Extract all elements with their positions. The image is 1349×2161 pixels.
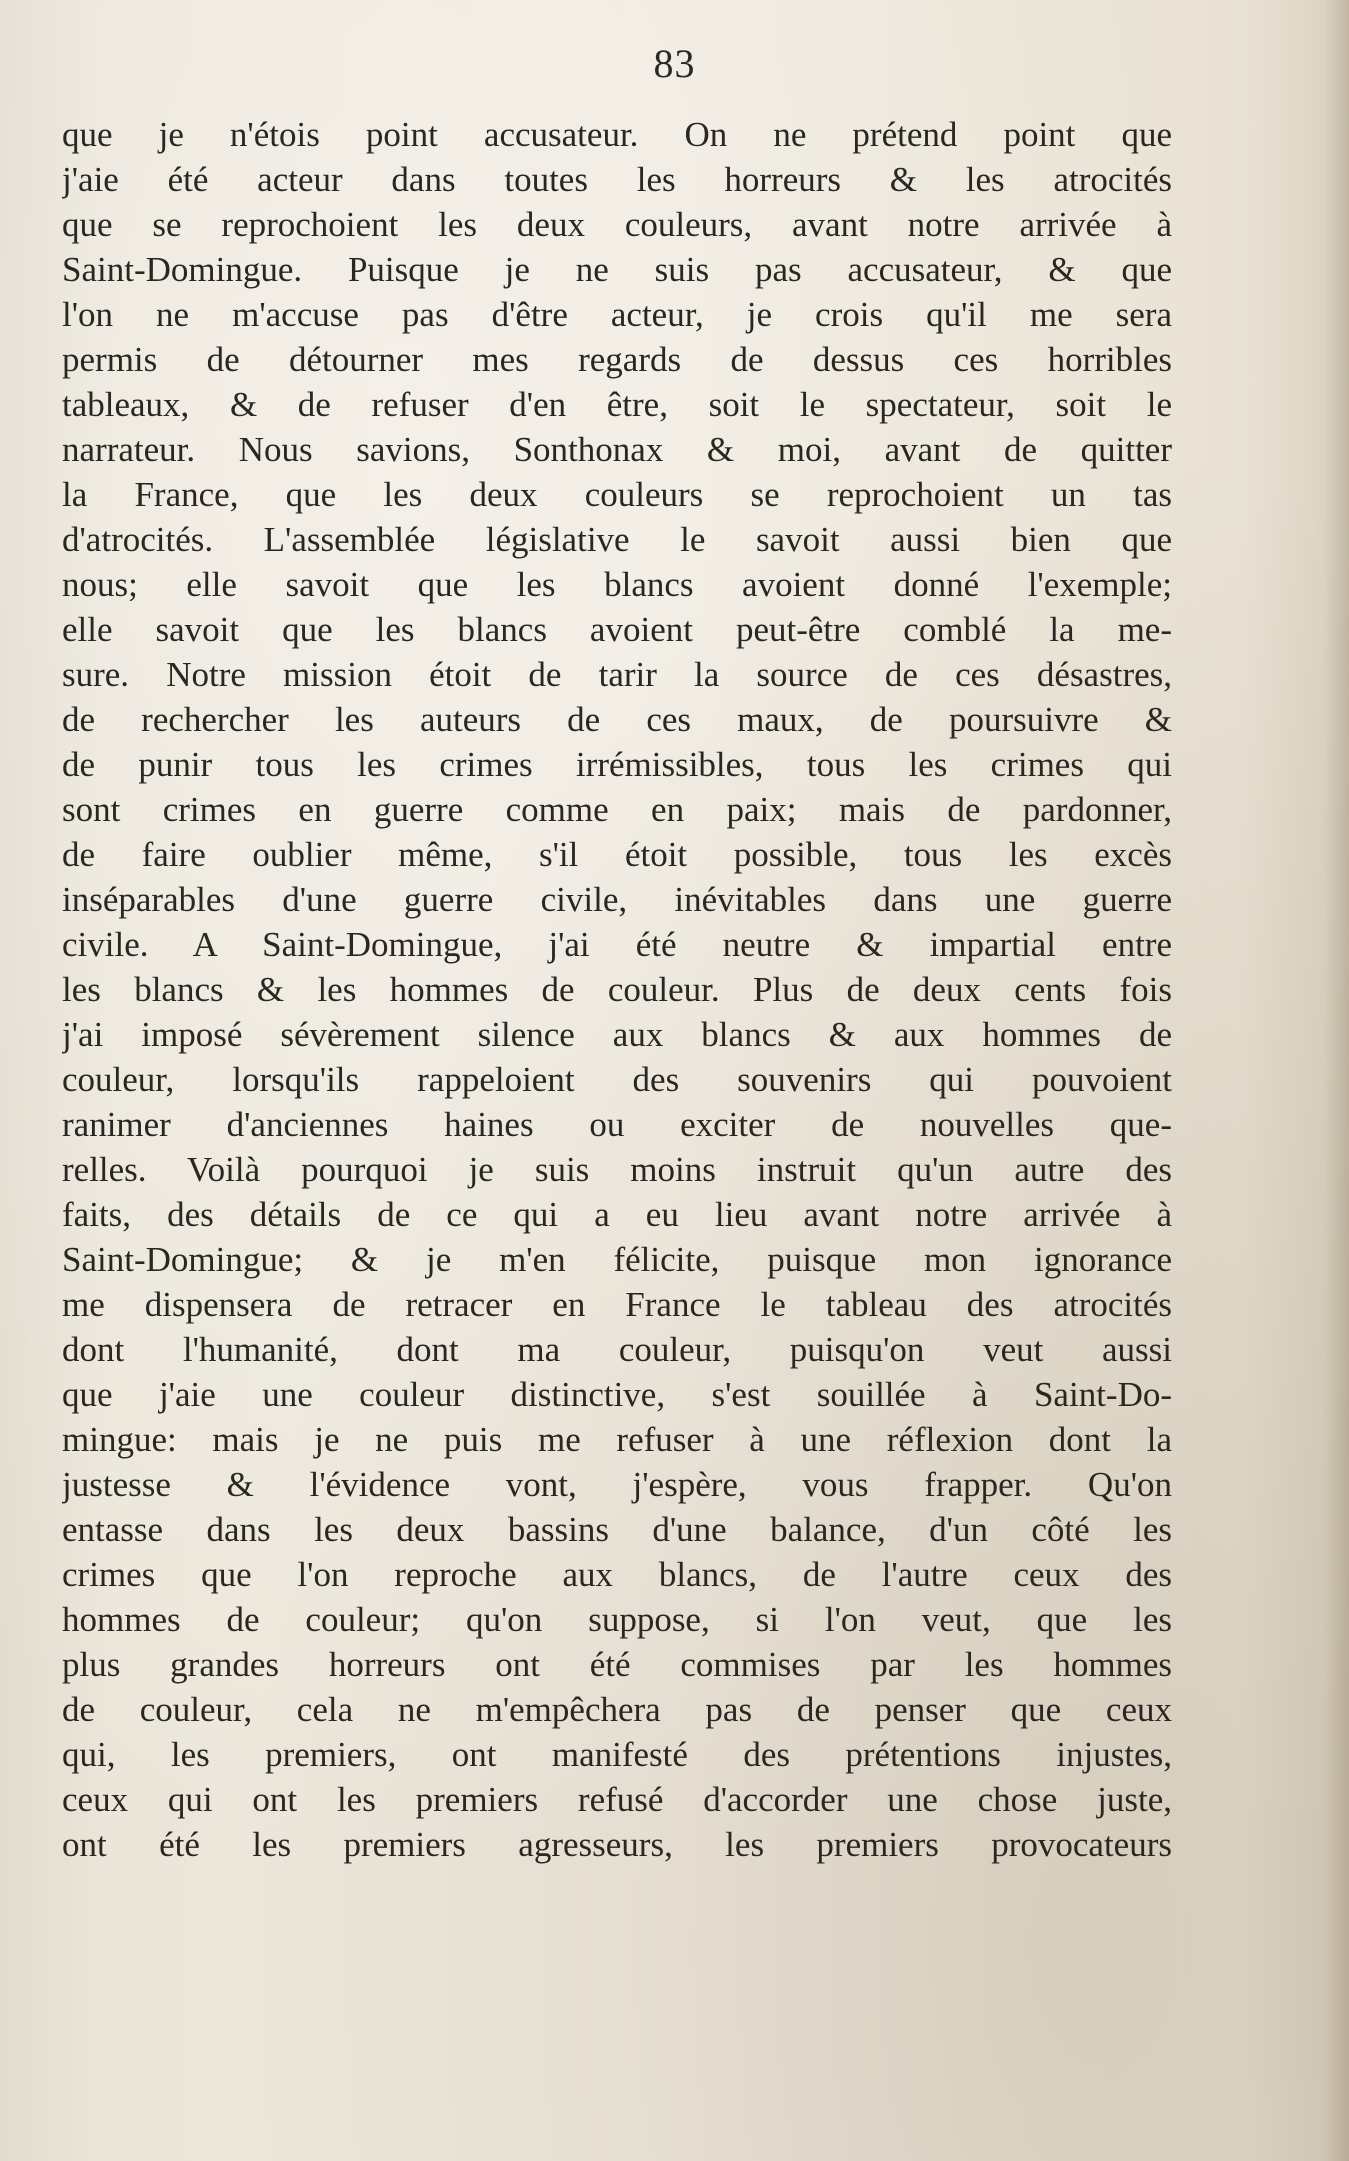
text-line: ceux qui ont les premiers refusé d'accorder une chose juste, <box>62 1780 1172 1819</box>
text-line: de couleur, cela ne m'empêchera pas de penser que ceux <box>62 1690 1172 1729</box>
text-line: inséparables d'une guerre civile, inévitables dans une guerre <box>62 880 1172 919</box>
text-line: mingue: mais je ne puis me refuser à une réflexion dont la <box>62 1420 1172 1459</box>
text-line: Saint-Domingue; & je m'en félicite, puisque mon ignorance <box>62 1240 1172 1279</box>
text-line: sure. Notre mission étoit de tarir la source de ces désastres, <box>62 655 1172 694</box>
text-line: elle savoit que les blancs avoient peut-être comblé la me- <box>62 610 1172 649</box>
text-line: j'ai imposé sévèrement silence aux blancs & aux hommes de <box>62 1015 1172 1054</box>
text-line: hommes de couleur; qu'on suppose, si l'on veut, que les <box>62 1600 1172 1639</box>
text-line: dont l'humanité, dont ma couleur, puisqu'on veut aussi <box>62 1330 1172 1369</box>
text-line: tableaux, & de refuser d'en être, soit le spectateur, soit le <box>62 385 1172 424</box>
text-line: que j'aie une couleur distinctive, s'est souillée à Saint-Do- <box>62 1375 1172 1414</box>
text-line: permis de détourner mes regards de dessus ces horribles <box>62 340 1172 379</box>
text-line: faits, des détails de ce qui a eu lieu avant notre arrivée à <box>62 1195 1172 1234</box>
text-line: que se reprochoient les deux couleurs, avant notre arrivée à <box>62 205 1172 244</box>
text-line: l'on ne m'accuse pas d'être acteur, je crois qu'il me sera <box>62 295 1172 334</box>
text-line: civile. A Saint-Domingue, j'ai été neutre & impartial entre <box>62 925 1172 964</box>
text-line: les blancs & les hommes de couleur. Plus de deux cents fois <box>62 970 1172 1009</box>
text-line: entasse dans les deux bassins d'une balance, d'un côté les <box>62 1510 1172 1549</box>
text-line: que je n'étois point accusateur. On ne prétend point que <box>62 115 1172 154</box>
text-line: Saint-Domingue. Puisque je ne suis pas accusateur, & que <box>62 250 1172 289</box>
text-line: de punir tous les crimes irrémissibles, tous les crimes qui <box>62 745 1172 784</box>
text-line: crimes que l'on reproche aux blancs, de l'autre ceux des <box>62 1555 1172 1594</box>
text-line: sont crimes en guerre comme en paix; mais de pardonner, <box>62 790 1172 829</box>
text-line: justesse & l'évidence vont, j'espère, vous frapper. Qu'on <box>62 1465 1172 1504</box>
body-text <box>62 112 1172 1867</box>
text-line: relles. Voilà pourquoi je suis moins instruit qu'un autre des <box>62 1150 1172 1189</box>
text-line: couleur, lorsqu'ils rappeloient des souvenirs qui pouvoient <box>62 1060 1172 1099</box>
text-line: nous; elle savoit que les blancs avoient donné l'exemple; <box>62 565 1172 604</box>
text-line: ranimer d'anciennes haines ou exciter de nouvelles que- <box>62 1105 1172 1144</box>
text-line: plus grandes horreurs ont été commises par les hommes <box>62 1645 1172 1684</box>
text-line: ont été les premiers agresseurs, les premiers provocateurs <box>62 1825 1172 1864</box>
text-line: la France, que les deux couleurs se reprochoient un tas <box>62 475 1172 514</box>
text-line: qui, les premiers, ont manifesté des prétentions injustes, <box>62 1735 1172 1774</box>
page-number: 83 <box>653 41 696 86</box>
text-line: me dispensera de retracer en France le tableau des atrocités <box>62 1285 1172 1324</box>
text-line: d'atrocités. L'assemblée législative le savoit aussi bien que <box>62 520 1172 559</box>
text-line: de faire oublier même, s'il étoit possible, tous les excès <box>62 835 1172 874</box>
text-line: narrateur. Nous savions, Sonthonax & moi, avant de quitter <box>62 430 1172 469</box>
text-line: j'aie été acteur dans toutes les horreurs & les atrocités <box>62 160 1172 199</box>
text-line: de rechercher les auteurs de ces maux, de poursuivre & <box>62 700 1172 739</box>
